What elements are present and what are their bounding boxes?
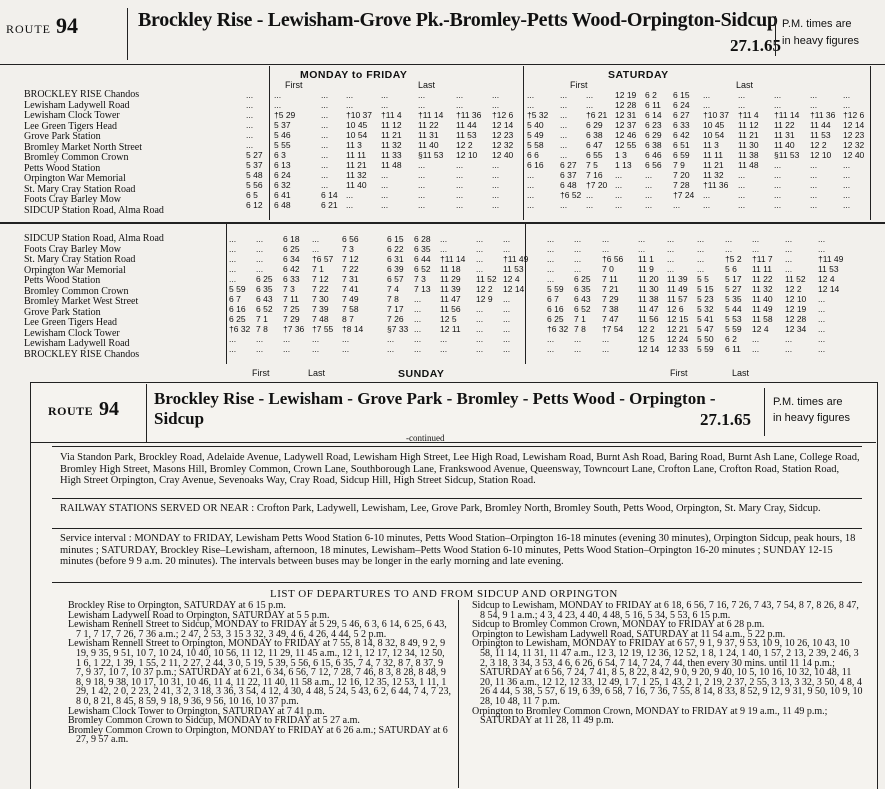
stop-name: SIDCUP Station Road, Alma Road [24,204,164,216]
time-column: ... ... ... ... ... ... 5 27 5 37 5 48 5 56 6 5 6 12 [246,90,263,210]
departure-entry: Sidcup to Lewisham, MONDAY to FRIDAY at 6 18, 6 56, 7 16, 7 26, 7 43, 7 54, 8 7, 8 26, 8 47, 8 54, 9 1 a.m.; 4 3, 4 23, 4 40, 4 48, 5 16, 5 34, 5 53, 6 15 p.m. [472,600,859,621]
time-column: 6 15 6 22 6 31 6 39 6 57 7 4 7 8 7 17 7 26 §7 33 ... ... [387,234,409,354]
sunday-heading: SUNDAY [398,368,445,380]
time-column: ... ... †6 57 7 1 7 12 7 22 7 30 7 39 7 48 †7 55 ... ... [312,234,334,354]
divider [0,64,885,65]
route-label: ROUTE [6,22,51,36]
time-column: ... ... ... ... 11 39 11 49 11 57 12 6 12 15 12 21 12 24 12 33 [667,234,689,354]
time-column: ... ... ... ... 11 52 12 2 12 10 12 19 12 28 12 34 ... ... [785,234,807,354]
time-column: ... ... †6 56 7 0 7 11 7 21 7 29 7 38 7 47 †7 54 ... ... [602,234,624,354]
time-column: ... ... †11 14 11 22 11 31 11 40 §11 53 ... ... ... ... ... [774,90,800,210]
stop-name: Lee Green Tigers Head [24,120,118,132]
last-label: Last [732,368,750,378]
stop-name: St. Mary Cray Station Road [24,254,136,265]
time-column: ... ... †11 14 11 22 11 31 11 40 §11 53 ... ... ... ... ... [418,90,444,210]
divider [52,582,862,583]
time-column: ... ... †10 37 10 45 10 54 11 3 11 11 11 21 11 32 †11 36 ... ... [703,90,729,210]
stop-name: BROCKLEY RISE Chandos [24,89,140,100]
departure-entry: Orpington to Lewisham, MONDAY to FRIDAY at 6 57, 9 1, 9 37, 9 53, 10 9, 10 26, 10 43, 10 58, 11 14, 11 31, 11 47 a.m., 12 3, 12 19, 12 36, 12 52, 1 8, 1 24, 1 40, 1 57, 2 13, 2 39, 2 46, 3 2, 3 18, 3 34, 3 53, 4 6, 6 26, 6 54, 7 14, 7 24, 7 44, then every 30 mins. until 11 14 p.m.; SATURDAY at 6 56, 7 24, 7 41, 8 5, 8 22, 8 42, 9 0, 9 20, 9 40, 10 5, 10 16, 10 32, 10 48, 11 20, 11 36 a.m., 12 12, 12 33, 12 49, 1 7, 1 25, 1 43, 2 1, 2 19, 2 37, 2 55, 3 13, 3 32, 3 50, 4 8, 4 26 4 44, 5 38, 5 57, 6 19, 6 39, 6 58, 7 16, 7 36, 7 55, 8 14, 8 33, 8 52, 9 12, 9 31, 9 50, 10 9, 10 28, 10 48, 11 7 p.m. [472,638,863,707]
stop-name: Grove Park Station [24,131,101,142]
route-title: Brockley Rise - Lewisham - Grove Park - Bromley - Petts Wood - Orpington - Sidcup [154,389,716,428]
time-column: 6 15 6 24 6 27 6 33 6 42 6 51 6 59 7 9 7 20 7 28 †7 24 ... [673,90,695,210]
divider [127,8,128,60]
continued-note: -continued [406,433,445,443]
route-via-text: Via Standon Park, Brockley Road, Adelaide Avenue, Ladywell Road, Lewisham High Street, Lee High Road, Lewisham Road, Burnt Ash Road, Baring Road, Burnt Ash Lane, College Road, Bromley High Street, Masons Hill, Bromley Common, Crown Lane, Southborough Lane, Frankswood Avenue, Queensway, Towncourt Lane, Crofton Lane, Crofton Road, Station Road, High Street Orpington, Cray Avenue, Sevenoaks Way, Cray Road, Sidcup Hill, High Street Sidcup, Station Road. [60,452,860,486]
time-column: ... ... ... ... 5 5 5 15 5 23 5 32 5 41 5 47 5 50 5 59 [697,234,714,354]
divider [226,224,227,364]
first-label: First [285,80,303,90]
divider [0,222,885,224]
stop-name: Lee Green Tigers Head [24,317,118,328]
stop-name: St. Mary Cray Station Road [24,183,136,195]
time-column: 6 56 7 3 7 12 7 22 7 31 7 41 7 49 7 58 8 7 †8 14 ... ... [342,234,364,354]
time-column: ... ... ... ... ... 5 59 6 7 6 16 6 25 †6 32 ... ... [229,234,251,354]
stop-name: Bromley Common Crown [24,152,129,163]
divider [52,528,862,529]
departure-entry: Brockley Rise to Orpington, SATURDAY at 6 15 p.m. [68,600,286,611]
departure-entry: Orpington to Bromley Common Crown, MONDAY to FRIDAY at 9 19 a.m., 11 49 p.m.; SATURDAY at 11 28, 11 49 p.m. [472,705,828,727]
time-column: ... ... †12 6 12 14 12 23 12 32 12 40 ... ... ... ... ... [492,90,514,210]
departure-entry: Lewisham Rennell Street to Orpington, MONDAY to FRIDAY at 7 55, 8 14, 8 32, 8 49, 9 2, 9 19, 9 35, 9 51, 10 7, 10 24, 10 40, 10 56, 11 12, 11 29, 11 45 a.m., 12 1, 12 17, 12 34, 12 50, 1 6, 1 22, 1 39, 1 55, 2 11, 2 27, 2 44, 3 0, 5 19, 5 39, 5 56, 6 15, 6 35, 7 4, 7 32, 8 7, 8 37, 9 7, 9 37, 10 7, 10 37 p.m.; SATURDAY at 6 21, 6 34, 6 56, 7 12, 7 28, 7 46, 8 3, 8 28, 8 48, 9 8, 9 18, 9 38, 10 17, 10 31, 10 46, 11 4, 11 22, 11 40, 11 58 a.m., 12 16, 12 35, 12 53, 1 11, 1 29, 1 42, 2 0, 2 23, 2 41, 3 2, 3 18, 3 36, 3 54, 4 12, 4 30, 4 48, 5 24, 5 43, 6 2, 6 44, 7 4, 7 23, 8 0, 8 21, 8 45, 8 59, 9 18, 9 36, 9 56, 10 16, 10 37 p.m. [68,638,451,707]
divider [146,384,147,442]
pm-note: P.M. times are in heavy figures [775,16,885,56]
time-column: ... ... 11 1 11 9 11 20 11 30 11 38 11 47 11 56 12 2 12 5 12 14 [638,234,660,354]
time-column: ... ... †6 21 6 29 6 38 6 47 6 55 7 5 7 16 †7 20 ... ... [586,90,608,210]
time-column: ... ... †11 36 11 44 11 53 12 2 12 10 ... ... ... ... ... [810,90,836,210]
time-column: ... ... †5 32 5 40 5 49 5 58 6 6 6 16 ... ... ... ... [527,90,549,210]
divider [870,66,871,220]
stop-name: Lewisham Clock Tower [24,327,120,339]
stop-name: Lewisham Ladywell Road [24,338,130,349]
departure-entry: Bromley Common Crown to Orpington, MONDAY to FRIDAY at 6 26 a.m.; SATURDAY at 6 27, 9 57 a.m. [68,724,448,746]
departure-entry: Sidcup to Bromley Common Crown, MONDAY to FRIDAY at 6 28 p.m. [472,619,765,631]
stop-name: Foots Cray Barley Mow [24,243,121,255]
time-column: ... ... †11 4 11 12 11 21 11 32 11 33 11 48 ... ... ... ... [381,90,402,210]
first-label: First [252,368,270,378]
stop-name: Bromley Market West Street [24,296,139,307]
first-label: First [670,368,688,378]
last-label: Last [308,368,326,378]
time-column: ... ... ... ... ... 5 59 6 7 6 16 6 25 †6 32 ... ... [547,234,569,354]
timetable-date: 27.1.65 [700,410,751,429]
stop-name: Orpington War Memorial [24,264,126,276]
stop-name: Petts Wood Station [24,275,101,286]
saturday-heading: SATURDAY [608,69,669,81]
time-column: 6 28 6 35 6 44 6 52 7 3 7 13 ... ... ... ... ... ... [414,234,431,354]
time-column: ... ... ... ... 11 52 12 2 12 9 ... ... ... ... ... [476,234,497,354]
departure-entry: Lewisham Ladywell Road to Orpington, SATURDAY at 5 5 p.m. [68,609,330,621]
inbound-stop-list [24,234,164,360]
service-interval-text: Service interval : MONDAY to FRIDAY, Lewisham Petts Wood Station 6-10 minutes, Petts Wood Station–Orpington 16-18 minutes (evening 30 minutes), Orpington Sidcup, peak hours, 18 minutes ; SATURDAY, Brockley Rise–Lewisham, afternoon, 18 minutes, Lewisham–Petts Wood Station 6-10 minutes, Petts Wood Station–Orpington 16-20 minutes ; SUNDAY 12-15 minutes (before 9 9 a.m. 20 minutes). The intervals between buses may be longer in the early morning and late evening. [60,533,856,567]
first-label: First [570,80,588,90]
route-number: 94 [99,398,119,420]
departures-right-column [472,601,864,726]
time-column: ... ... ... ... ... ... ... 6 27 6 37 6 48 †6 52 ... [560,90,582,210]
time-column: ... ... †11 7 11 11 11 22 11 32 11 40 11 49 11 58 12 4 ... ... [752,234,773,354]
top-timetable-header [0,0,885,68]
time-column: ... ... †11 36 11 44 11 53 12 2 12 10 ... ... ... ... ... [456,90,482,210]
pm-note: P.M. times are in heavy figures [764,388,874,436]
stop-name: Grove Park Station [24,306,101,318]
last-label: Last [418,80,436,90]
divider [52,498,862,499]
monday-friday-heading: MONDAY to FRIDAY [300,69,408,81]
departure-entry: Lewisham Rennell Street to Sidcup, MONDAY to FRIDAY at 5 29, 5 46, 6 3, 6 14, 6 25, 6 43, 7 1, 7 17, 7 26, 7 36 a.m.; 2 47, 2 53, 3 15 3 32, 3 49, 4 6, 4 26, 4 44, 5 2 p.m. [68,619,447,640]
stop-name: BROCKLEY RISE Chandos [24,348,140,360]
time-column: ... ... ... ... 6 25 6 35 6 43 6 52 7 1 7 8 ... ... [574,234,591,354]
outbound-stop-list [24,90,164,216]
last-label: Last [736,80,754,90]
departures-left-column [68,601,452,745]
time-column: 6 2 6 11 6 14 6 23 6 29 6 38 6 46 6 56 ... ... ... ... [645,90,662,210]
time-column: ... ... †11 4 11 12 11 21 11 30 11 38 11 48 ... ... ... ... [738,90,759,210]
stop-name: Lewisham Ladywell Road [24,99,130,111]
time-column: 6 18 6 25 6 34 6 42 6 33 7 3 7 11 7 25 7 29 †7 36 ... ... [283,234,305,354]
stop-name: SIDCUP Station Road, Alma Road [24,233,164,244]
route-number: 94 [56,13,78,38]
stop-name: Lewisham Clock Tower [24,110,120,121]
time-column: ... ... †11 49 11 53 12 4 12 14 ... ... ... ... ... ... [818,234,844,354]
time-column: ... ... †5 29 5 37 5 46 5 55 6 3 6 13 6 24 6 32 6 41 6 48 [274,90,296,210]
stop-name: Orpington War Memorial [24,173,126,184]
divider [458,600,459,788]
time-column: ... ... †11 49 11 53 12 4 12 14 ... ... ... ... ... ... [503,234,529,354]
time-column: 12 19 12 28 12 31 12 37 12 46 12 55 1 3 1 13 ... ... ... ... [615,90,637,210]
divider [523,66,524,220]
time-column: ... ... ... ... ... ... ... ... ... ... 6 14 6 21 [321,90,338,210]
departure-entry: Bromley Common Crown to Sidcup, MONDAY to FRIDAY at 5 27 a.m. [68,715,360,727]
time-column: ... ... ... ... 6 25 6 35 6 43 6 52 7 1 7 8 ... ... [256,234,273,354]
time-column: ... ... †11 14 11 18 11 29 11 39 11 47 11 56 12 5 12 11 ... ... [440,234,466,354]
timetable-date: 27.1.65 [730,36,781,55]
railway-stations-text: RAILWAY STATIONS SERVED OR NEAR : Crofton Park, Ladywell, Lewisham, Lee, Grove Park, Bromley North, Bromley South, Petts Wood, Orpington, St. Mary Cray, Sidcup. [60,503,821,514]
divider [269,66,270,220]
departure-entry: Lewisham Clock Tower to Orpington, SATURDAY at 7 41 p.m. [68,705,325,717]
stop-name: Foots Cray Barley Mow [24,194,121,205]
stop-name: Bromley Market North Street [24,141,143,153]
time-column: ... ... †5 2 5 6 5 17 5 27 5 35 5 44 5 53 5 59 6 2 6 11 [725,234,742,354]
divider [52,446,862,447]
departure-entry: Orpington to Lewisham Ladywell Road, SATURDAY at 11 54 a.m., 5 22 p.m. [472,628,786,640]
route-title: Brockley Rise - Lewisham-Grove Pk.-Bromley-Petts Wood-Orpington-Sidcup [138,9,778,31]
stop-name: Bromley Common Crown [24,285,129,297]
time-column: ... ... †12 6 12 14 12 23 12 32 12 40 ... ... ... ... ... [843,90,865,210]
route-label: ROUTE [48,404,94,418]
time-column: ... ... †10 37 10 45 10 54 11 3 11 11 11 21 11 32 11 40 ... ... [346,90,372,210]
departures-heading: LIST OF DEPARTURES TO AND FROM SIDCUP AND ORPINGTON [270,588,618,600]
stop-name: Petts Wood Station [24,162,101,174]
